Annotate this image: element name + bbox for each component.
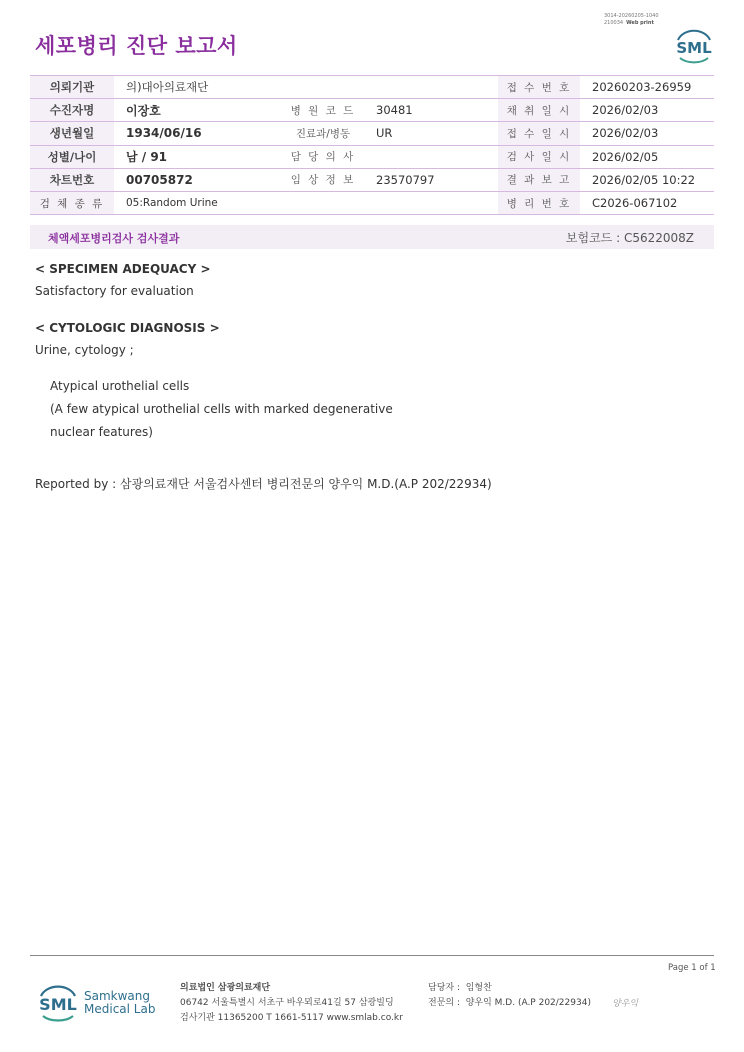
logo-top-text: SML [676, 39, 712, 57]
sml-logo-icon [672, 26, 716, 66]
label-patient-name: 수진자명 [30, 99, 114, 122]
label-specimen-type: 검 체 종 류 [30, 191, 114, 214]
value-clinical-info: 23570797 [364, 168, 498, 191]
staff-name: 임형찬 [465, 983, 492, 993]
label-test-date: 검 사 일 시 [498, 145, 580, 168]
info-row [30, 145, 714, 168]
specialist-name: 양우익 M.D. (A.P 202/22934) [465, 998, 591, 1008]
value-birth-date: 1934/06/16 [114, 122, 282, 145]
label-clinical-info: 임 상 정 보 [282, 168, 364, 191]
brand-line1: Samkwang [84, 989, 150, 1003]
logo-bottom-text: SML [39, 995, 77, 1014]
label-department: 진료과/병동 [282, 122, 364, 145]
section-title: 체액세포병리검사 검사결과 [48, 232, 180, 245]
value-receipt-date: 2026/02/03 [580, 122, 714, 145]
footer-address: 06742 서울특별시 서초구 바우뫼로41길 57 삼광빌딩 [180, 998, 394, 1008]
brand-name [84, 990, 155, 1016]
diagnosis-line-3: nuclear features) [50, 425, 153, 439]
footer-contact: 검사기관 11365200 T 1661-5117 www.smlab.co.kr [180, 1013, 403, 1023]
staff-label: 담당자 : [428, 983, 460, 993]
reported-by: Reported by : 삼광의료재단 서울검사센터 병리전문의 양우익 M.D.(A.P 202/22934) [35, 477, 492, 491]
value-hospital-code: 30481 [364, 99, 498, 122]
value-collection-date: 2026/02/03 [580, 99, 714, 122]
web-print-label: Web print [626, 20, 654, 26]
footer-organization: 의료법인 삼광의료재단 [180, 983, 271, 993]
label-requesting-institution: 의뢰기관 [30, 76, 114, 99]
value-test-date: 2026/02/05 [580, 145, 714, 168]
info-row [30, 99, 714, 122]
specialist-signature: 양우익 [612, 999, 639, 1009]
print-ref-line2: 210034 [604, 20, 624, 26]
label-result-report: 결 과 보 고 [498, 168, 580, 191]
print-ref-line1: 3014-20260205-1040 [604, 13, 659, 19]
label-hospital-code: 병 원 코 드 [282, 99, 364, 122]
info-row [30, 76, 714, 99]
value-patient-name: 이장호 [114, 99, 282, 122]
label-receipt-date: 접 수 일 시 [498, 122, 580, 145]
result-section-bar [30, 225, 714, 249]
report-title: 세포병리 진단 보고서 [35, 34, 238, 58]
label-receipt-number: 접 수 번 호 [498, 76, 580, 99]
brand-line2: Medical Lab [84, 1002, 156, 1016]
label-sex-age: 성별/나이 [30, 145, 114, 168]
value-department: UR [364, 122, 498, 145]
sml-footer-logo-icon [35, 982, 81, 1024]
value-specimen-type: 05:Random Urine [114, 191, 498, 214]
diagnosis-heading: < CYTOLOGIC DIAGNOSIS > [35, 321, 220, 335]
info-row [30, 122, 714, 145]
value-physician [364, 145, 498, 168]
label-collection-date: 채 취 일 시 [498, 99, 580, 122]
footer-staff-block [428, 981, 591, 1011]
adequacy-heading: < SPECIMEN ADEQUACY > [35, 262, 211, 276]
info-row [30, 191, 714, 214]
label-pathology-number: 병 리 번 호 [498, 191, 580, 214]
print-reference [604, 13, 659, 27]
adequacy-text: Satisfactory for evaluation [35, 284, 194, 298]
specialist-label: 전문의 : [428, 998, 460, 1008]
diagnosis-site: Urine, cytology ; [35, 343, 134, 357]
value-result-report: 2026/02/05 10:22 [580, 168, 714, 191]
label-chart-number: 차트번호 [30, 168, 114, 191]
diagnosis-line-2: (A few atypical urothelial cells with marked degenerative [50, 402, 393, 416]
value-pathology-number: C2026-067102 [580, 191, 714, 214]
value-receipt-number: 20260203-26959 [580, 76, 714, 99]
label-birth-date: 생년월일 [30, 122, 114, 145]
diagnosis-line-1: Atypical urothelial cells [50, 379, 190, 393]
page-number: Page 1 of 1 [668, 963, 716, 973]
footer-address-block [180, 981, 403, 1026]
value-sex-age: 남 / 91 [114, 145, 282, 168]
label-physician: 담 당 의 사 [282, 145, 364, 168]
patient-info-table [30, 75, 714, 215]
footer-divider [30, 955, 714, 956]
insurance-code: 보험코드 : C5622008Z [565, 231, 694, 245]
value-chart-number: 00705872 [114, 168, 282, 191]
info-row [30, 168, 714, 191]
value-requesting-institution: 의)대아의료재단 [114, 76, 498, 99]
